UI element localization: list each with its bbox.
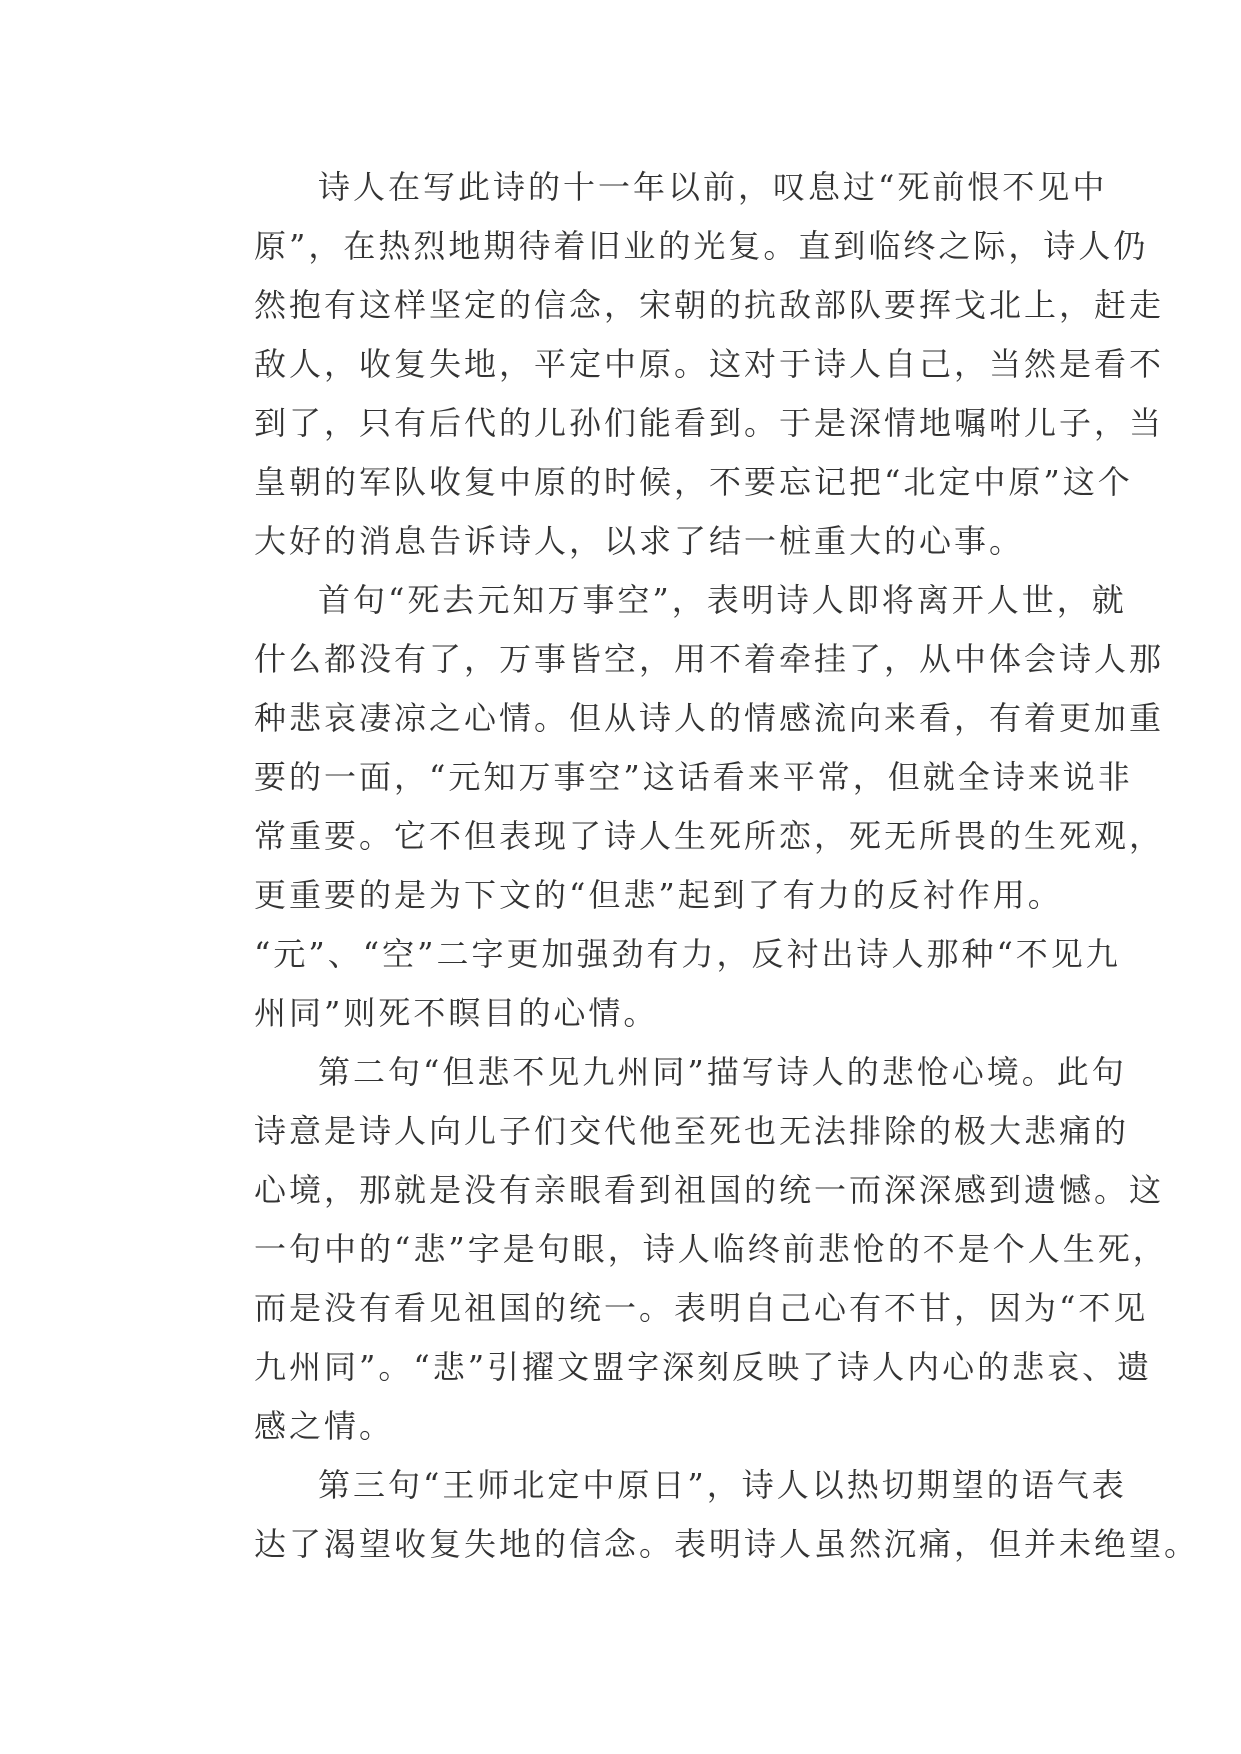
text-line: 要的一面，“元知万事空”这话看来平常，但就全诗来说非: [254, 758, 1133, 796]
text-line: 而是没有看见祖国的统一。表明自己心有不甘，因为“不见: [254, 1289, 1149, 1327]
text-line: 第三句“王师北定中原日”，诗人以热切期望的语气表: [318, 1466, 1127, 1504]
text-line: 达了渴望收复失地的信念。表明诗人虽然沉痛，但并未绝望。: [254, 1525, 1200, 1563]
text-line: 诗意是诗人向儿子们交代他至死也无法排除的极大悲痛的: [254, 1112, 1130, 1150]
text-line: 大好的消息告诉诗人，以求了结一桩重大的心事。: [254, 522, 1025, 560]
text-line: 种悲哀凄凉之心情。但从诗人的情感流向来看，有着更加重: [254, 699, 1165, 737]
paragraph-3: [190, 1043, 1168, 1456]
text-line: 皇朝的军队收复中原的时候，不要忘记把“北定中原”这个: [254, 463, 1133, 501]
text-line: 原”，在热烈地期待着旧业的光复。直到临终之际，诗人仍: [254, 227, 1149, 265]
text-line: 常重要。它不但表现了诗人生死所恋，死无所畏的生死观，: [254, 817, 1165, 855]
text-line: 九州同”。“悲”引擢文盟字深刻反映了诗人内心的悲哀、遗: [254, 1348, 1153, 1386]
text-line: 第二句“但悲不见九州同”描写诗人的悲怆心境。此句: [318, 1053, 1127, 1091]
text-line: 什么都没有了，万事皆空，用不着牵挂了，从中体会诗人那: [254, 640, 1165, 678]
paragraph-2: [190, 571, 1165, 1043]
text-line: 首句“死去元知万事空”，表明诗人即将离开人世，就: [318, 581, 1127, 619]
body-text: [190, 158, 1200, 1574]
text-line: 州同”则死不瞑目的心情。: [254, 994, 659, 1032]
text-line: 一句中的“悲”字是句眼，诗人临终前悲怆的不是个人生死，: [254, 1230, 1168, 1268]
text-line: 然抱有这样坚定的信念，宋朝的抗敌部队要挥戈北上，赶走: [254, 286, 1165, 324]
paragraph-1: [190, 158, 1165, 571]
text-line: 感之情。: [254, 1407, 395, 1445]
text-line: 敌人，收复失地，平定中原。这对于诗人自己，当然是看不: [254, 345, 1165, 383]
text-line: 更重要的是为下文的“但悲”起到了有力的反衬作用。: [254, 876, 1063, 914]
text-line: 诗人在写此诗的十一年以前，叹息过“死前恨不见中: [318, 168, 1108, 206]
text-line: 到了，只有后代的儿孙们能看到。于是深情地嘱咐儿子，当: [254, 404, 1165, 442]
paragraph-4: [190, 1456, 1200, 1574]
text-line: 心境，那就是没有亲眼看到祖国的统一而深深感到遗憾。这: [254, 1171, 1165, 1209]
text-line: “元”、“空”二字更加强劲有力，反衬出诗人那种“不见九: [254, 935, 1121, 973]
